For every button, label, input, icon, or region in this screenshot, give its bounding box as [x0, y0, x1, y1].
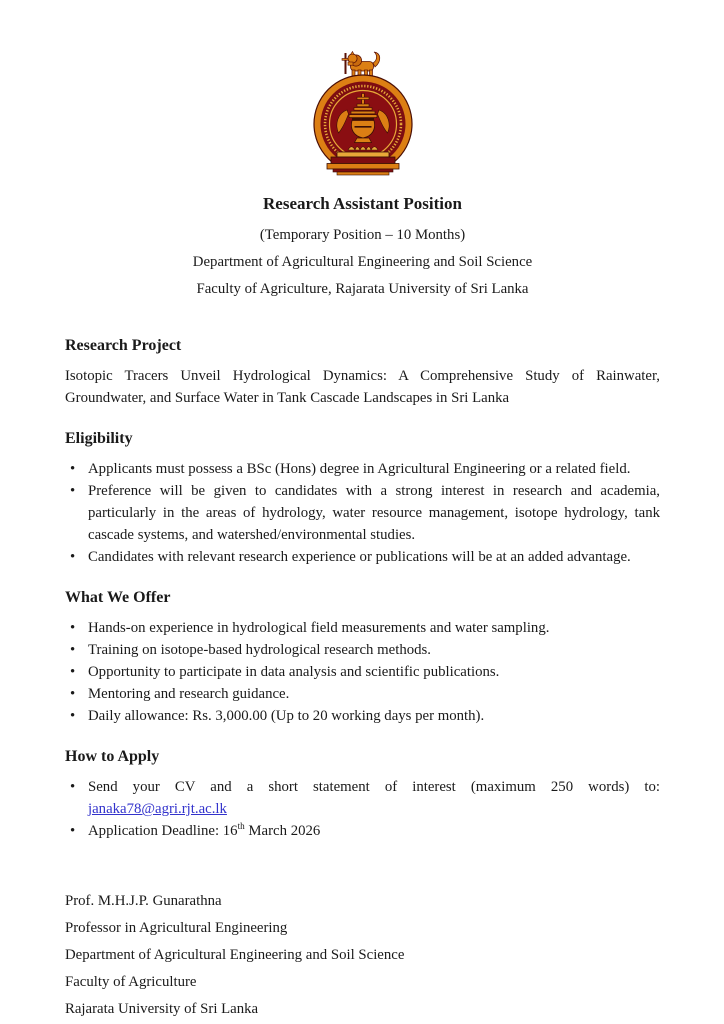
- apply-heading: How to Apply: [65, 748, 160, 765]
- signer-faculty: Faculty of Agriculture: [65, 974, 197, 990]
- deadline-date: March 2026: [244, 823, 321, 839]
- pedestal: [327, 152, 399, 175]
- eligibility-heading: Eligibility: [65, 430, 133, 447]
- list-item: • Mentoring and research guidance.: [88, 683, 660, 705]
- apply-cv-text: Send your CV and a short statement of interest (maximum 250 words) to:: [88, 779, 660, 795]
- list-item: [88, 776, 660, 820]
- ordinal-suffix: th: [237, 821, 245, 832]
- signature-block: [65, 888, 660, 1023]
- position-duration: (Temporary Position – 10 Months): [259, 227, 466, 243]
- faculty-line: Faculty of Agriculture, Rajarata University of Sri Lanka: [196, 281, 529, 297]
- list-item: • Candidates with relevant research experience or publications will be at an added advantage.: [88, 546, 660, 568]
- signer-department: Department of Agricultural Engineering and Soil Science: [65, 947, 405, 963]
- list-item: • Opportunity to participate in data analysis and scientific publications.: [88, 661, 660, 683]
- document-header: [65, 193, 660, 303]
- list-item: [88, 820, 660, 842]
- signer-role: Professor in Agricultural Engineering: [65, 920, 288, 936]
- offer-heading: What We Offer: [65, 589, 171, 606]
- department-line: Department of Agricultural Engineering and Soil Science: [192, 254, 533, 270]
- apply-list: [65, 776, 660, 842]
- offer-list: [65, 617, 660, 727]
- research-project-description: Isotopic Tracers Unveil Hydrological Dynamics: A Comprehensive Study of Rainwater, Groundwater, and Surface Water in Tank Cascade Landscapes in Sri Lanka: [65, 368, 660, 406]
- list-item: • Training on isotope-based hydrological research methods.: [88, 639, 660, 661]
- university-crest-logo: [307, 48, 419, 176]
- signer-university: Rajarata University of Sri Lanka: [65, 1001, 259, 1017]
- signer-name: Prof. M.H.J.P. Gunarathna: [65, 893, 222, 909]
- deadline-text: Application Deadline: 16: [88, 823, 238, 839]
- list-item: • Hands-on experience in hydrological field measurements and water sampling.: [88, 617, 660, 639]
- email-link[interactable]: janaka78@agri.rjt.ac.lk: [88, 801, 227, 817]
- list-item: • Applicants must possess a BSc (Hons) degree in Agricultural Engineering or a related field.: [88, 458, 660, 480]
- logo-container: [65, 48, 660, 181]
- list-item: • Daily allowance: Rs. 3,000.00 (Up to 20 working days per month).: [88, 705, 660, 727]
- research-project-heading: Research Project: [65, 337, 182, 354]
- eligibility-list: [65, 458, 660, 568]
- lion-icon: [342, 52, 380, 77]
- page-title: Research Assistant Position: [263, 194, 462, 213]
- list-item: • Preference will be given to candidates with a strong interest in research and academia, particularly in the areas of hydrology, water resource management, isotope hydrology, tank cascade systems, and watershed/environmental studies.: [88, 480, 660, 546]
